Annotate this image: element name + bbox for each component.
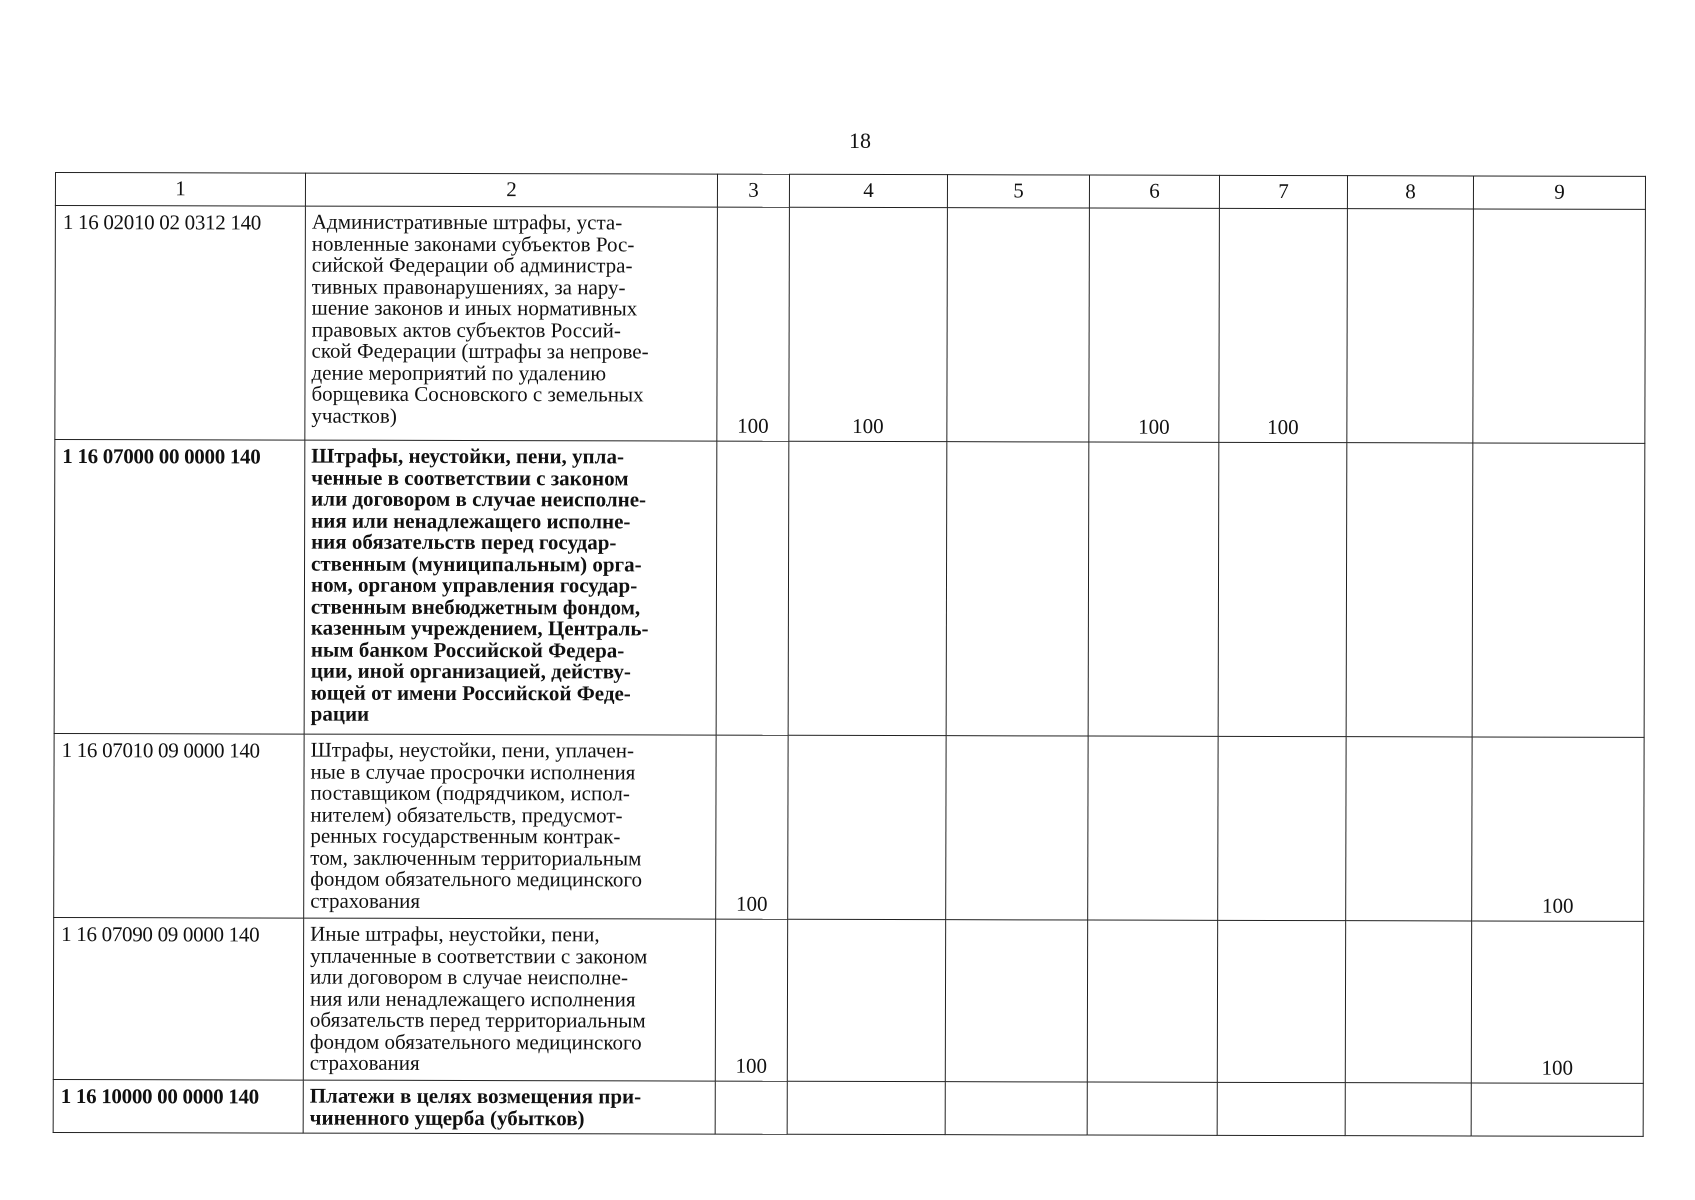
revenue-name-line: нителем) обязательств, предусмот- <box>310 802 623 827</box>
value-cell-col-5 <box>945 1082 1087 1135</box>
value-cell-col-7 <box>1218 442 1347 736</box>
revenue-name-line: Платежи в целях возмещения при- <box>309 1083 642 1109</box>
revenue-code-cell: 1 16 07010 09 0000 140 <box>54 733 304 918</box>
revenue-name-line: ренных государственным контрак- <box>310 823 621 849</box>
value-cell-col-3: 100 <box>715 919 787 1081</box>
table-row <box>53 917 1643 1083</box>
revenue-name-line: поставщиком (подрядчиком, испол- <box>310 780 630 806</box>
revenue-name-line: обязательств перед территориальным <box>309 1007 646 1033</box>
column-header: 1 <box>55 173 305 207</box>
value-cell-col-8 <box>1345 921 1471 1083</box>
value-cell-col-9: 100 <box>1472 737 1644 921</box>
column-header: 8 <box>1347 176 1473 209</box>
value-cell-col-7: 100 <box>1219 208 1348 442</box>
revenue-name-line: ные в случае просрочки исполнения <box>310 759 636 784</box>
value-cell-col-6 <box>1088 736 1218 920</box>
revenue-name-cell <box>303 1080 715 1134</box>
revenue-name-line: тивных правонарушениях, за нару- <box>311 274 626 299</box>
revenue-name-line: или договором в случае неисполне- <box>311 486 647 512</box>
revenue-name-line: ции, иной организацией, действу- <box>310 658 631 684</box>
revenue-name-line: правовых актов субъектов Россий- <box>311 317 621 342</box>
revenue-name-line: дение мероприятий по удалению <box>311 360 607 385</box>
value-cell-col-5 <box>945 920 1087 1082</box>
revenue-name-line: ственным внебюджетным фондом, <box>310 594 641 619</box>
revenue-code-cell: 1 16 07000 00 0000 140 <box>54 440 305 735</box>
revenue-name-line: участков) <box>311 403 397 428</box>
value-cell-col-9 <box>1471 1083 1643 1136</box>
value-cell-col-6: 100 <box>1089 208 1220 442</box>
revenue-name-line: шение законов и иных нормативных <box>311 295 638 321</box>
value-cell-col-6 <box>1087 920 1217 1082</box>
revenue-name-line: новленные законами субъектов Рос- <box>311 231 635 256</box>
revenue-name-line: страхования <box>309 1050 420 1075</box>
page-number: 18 <box>849 128 871 153</box>
value-cell-col-6 <box>1088 442 1219 736</box>
table-row <box>54 733 1644 921</box>
revenue-code-cell: 1 16 10000 00 0000 140 <box>53 1079 303 1133</box>
value-cell-col-8 <box>1346 737 1472 921</box>
revenue-name-line: ской Федерации (штрафы за непрове- <box>311 338 649 364</box>
column-header: 6 <box>1089 175 1219 208</box>
value-cell-col-8 <box>1347 209 1474 443</box>
column-header: 5 <box>947 175 1089 208</box>
revenue-name-line: ченные в соответствии с законом <box>311 465 629 490</box>
revenue-name-line: уплаченные в соответствии с законом <box>310 943 648 968</box>
revenue-name-line: ственным (муниципальным) орга- <box>311 551 642 576</box>
revenue-name-line: Иные штрафы, неустойки, пени, <box>310 921 600 947</box>
revenue-name-line: казенным учреждением, Централь- <box>310 615 649 641</box>
value-cell-col-3 <box>716 441 789 735</box>
value-cell-col-7 <box>1218 736 1346 920</box>
revenue-name-line: ющей от имени Российской Феде- <box>310 680 631 705</box>
value-cell-col-4 <box>788 441 947 735</box>
column-header: 2 <box>305 173 717 207</box>
revenue-name-line: ния или ненадлежащего исполне- <box>311 508 631 533</box>
revenue-name-line: фондом обязательного медицинского <box>309 1029 642 1054</box>
revenue-code-cell: 1 16 07090 09 0000 140 <box>53 917 303 1080</box>
value-cell-col-3 <box>715 1081 787 1134</box>
revenue-name-line: Штрафы, неустойки, пени, уплачен- <box>310 737 635 763</box>
value-cell-col-8 <box>1345 1083 1471 1136</box>
value-cell-col-9: 100 <box>1471 921 1643 1083</box>
value-cell-col-9 <box>1472 443 1645 737</box>
revenue-name-line: рации <box>310 701 370 726</box>
value-cell-col-4 <box>787 1081 945 1134</box>
revenue-code-cell: 1 16 02010 02 0312 140 <box>55 206 306 441</box>
table-row <box>54 440 1645 738</box>
revenue-name-cell <box>303 918 715 1081</box>
table-row <box>55 206 1646 444</box>
column-header: 7 <box>1219 175 1347 208</box>
revenue-name-line: или договором в случае неисполне- <box>310 964 629 990</box>
value-cell-col-3: 100 <box>716 735 788 919</box>
revenue-name-line: фондом обязательного медицинского <box>310 866 643 892</box>
revenue-name-cell <box>305 206 718 441</box>
revenue-name-line: Административные штрафы, уста- <box>311 209 623 235</box>
revenue-name-line: сийской Федерации об администра- <box>311 252 633 278</box>
revenue-name-line: борщевика Сосновского с земельных <box>311 381 644 407</box>
revenue-name-line: чиненного ущерба (убытков) <box>309 1105 585 1130</box>
value-cell-col-9 <box>1473 209 1646 443</box>
revenue-name-line: страхования <box>310 888 421 913</box>
column-header: 9 <box>1473 176 1645 209</box>
revenue-name-line: ным банком Российской Федера- <box>310 637 625 662</box>
value-cell-col-4: 100 <box>789 207 948 441</box>
budget-revenue-table <box>53 172 1646 1137</box>
revenue-name-line: том, заключенным территориальным <box>310 845 642 870</box>
value-cell-col-5 <box>947 208 1090 442</box>
revenue-name-line: ния или ненадлежащего исполнения <box>309 986 636 1011</box>
table-row <box>53 1079 1643 1136</box>
revenue-name-cell <box>304 440 717 735</box>
revenue-name-cell <box>304 734 716 919</box>
value-cell-col-4 <box>787 919 945 1081</box>
value-cell-col-8 <box>1346 443 1473 737</box>
value-cell-col-7 <box>1217 1082 1345 1135</box>
table-body <box>53 206 1645 1137</box>
value-cell-col-7 <box>1217 920 1345 1082</box>
revenue-name-line: ния обязательств перед государ- <box>311 529 617 555</box>
revenue-name-line: ном, органом управления государ- <box>310 572 638 598</box>
column-header: 3 <box>717 174 789 207</box>
value-cell-col-3: 100 <box>717 207 790 441</box>
value-cell-col-5 <box>946 442 1089 736</box>
revenue-name-line: Штрафы, неустойки, пени, упла- <box>311 443 624 469</box>
table-header-row <box>55 173 1645 210</box>
column-header: 4 <box>789 174 947 207</box>
value-cell-col-6 <box>1087 1082 1217 1135</box>
value-cell-col-4 <box>788 735 946 919</box>
value-cell-col-5 <box>946 736 1088 920</box>
